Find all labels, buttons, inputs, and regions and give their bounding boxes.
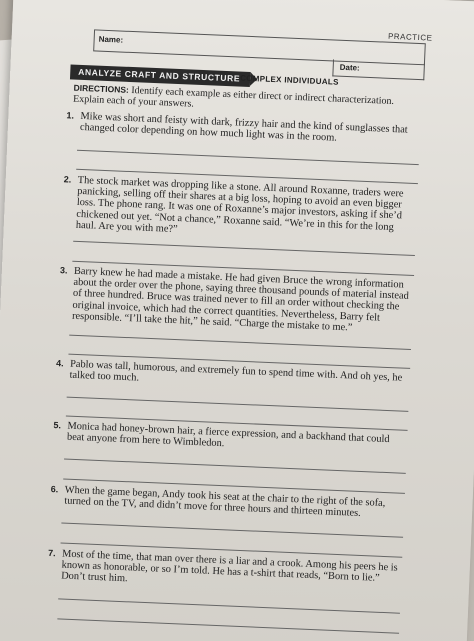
question-text: Mike was short and feisty with dark, frizzy hair and the kind of sunglasses that changed color depending on how much light was in the room. <box>79 110 408 144</box>
date-field[interactable] <box>332 59 425 80</box>
answer-line[interactable] <box>77 150 419 165</box>
question-5 <box>53 420 408 458</box>
question-3 <box>59 265 414 336</box>
date-label: Date: <box>339 62 360 73</box>
question-text: Barry knew he had made a mistake. He had given Bruce the wrong information about the order over the phone, saying three thousand pounds of material instead of three hundred. Bruce was trained never to fill an order without checking the original invoice, which had the correct quantities. Nevertheless, Barry felt responsible. “I’ll take the hit,” he said. “Charge the mistake to me.” <box>71 265 410 334</box>
question-text: The stock market was dropping like a stone. All around Roxanne, traders were panicking, selling off their shares at a big loss, hoping to avoid an even bigger loss. The phone rang. It was one of Roxanne’s major investors, asking if she’d chickened out yet. “Not a chance,” Roxanne said. “We’re in this for the long haul. Are you with me?” <box>75 174 404 235</box>
question-number: 7. <box>47 547 56 559</box>
question-text: When the game began, Andy took his seat at the chair to the right of the sofa, turned on the TV, and didn’t move for three hours and thirteen minutes. <box>64 484 386 520</box>
skill-banner: ANALYZE CRAFT AND STRUCTURE <box>70 64 250 87</box>
practice-label: PRACTICE <box>387 31 433 43</box>
question-number: 4. <box>55 358 64 369</box>
question-text: Pablo was tall, humorous, and extremely fun to spend time with. And oh yes, he talked too much. <box>69 358 403 384</box>
name-field[interactable] <box>93 29 426 65</box>
topic-title: COMPLEX INDIVIDUALS <box>239 73 339 87</box>
directions-label: DIRECTIONS: <box>73 82 130 95</box>
answer-line[interactable] <box>67 397 409 412</box>
name-label: Name: <box>98 34 124 45</box>
question-4 <box>55 358 410 396</box>
question-number: 1. <box>66 110 75 121</box>
question-number: 3. <box>59 265 68 276</box>
question-number: 6. <box>50 483 59 495</box>
question-7 <box>47 547 402 597</box>
question-text: Most of the time, that man over there is a liar and a crook. Among his peers he is known as honorable, or so I’m told. He has a t-shirt that reads, “Born to lie.” Don’t trust him. <box>60 548 398 585</box>
answer-line[interactable] <box>69 335 411 350</box>
answer-line[interactable] <box>61 522 403 537</box>
question-2 <box>63 174 418 245</box>
question-number: 5. <box>53 420 62 431</box>
answer-line[interactable] <box>58 598 400 613</box>
answer-line[interactable] <box>64 459 406 474</box>
directions-text: Identify each example as either direct or indirect characterization. Explain each of your answers. <box>72 85 395 110</box>
answer-line[interactable] <box>57 618 399 633</box>
answer-line[interactable] <box>73 241 415 256</box>
question-number: 2. <box>63 174 72 185</box>
question-text: Monica had honey-brown hair, a fierce expression, and a backhand that could beat anyone from here to Wimbledon. <box>66 420 390 450</box>
